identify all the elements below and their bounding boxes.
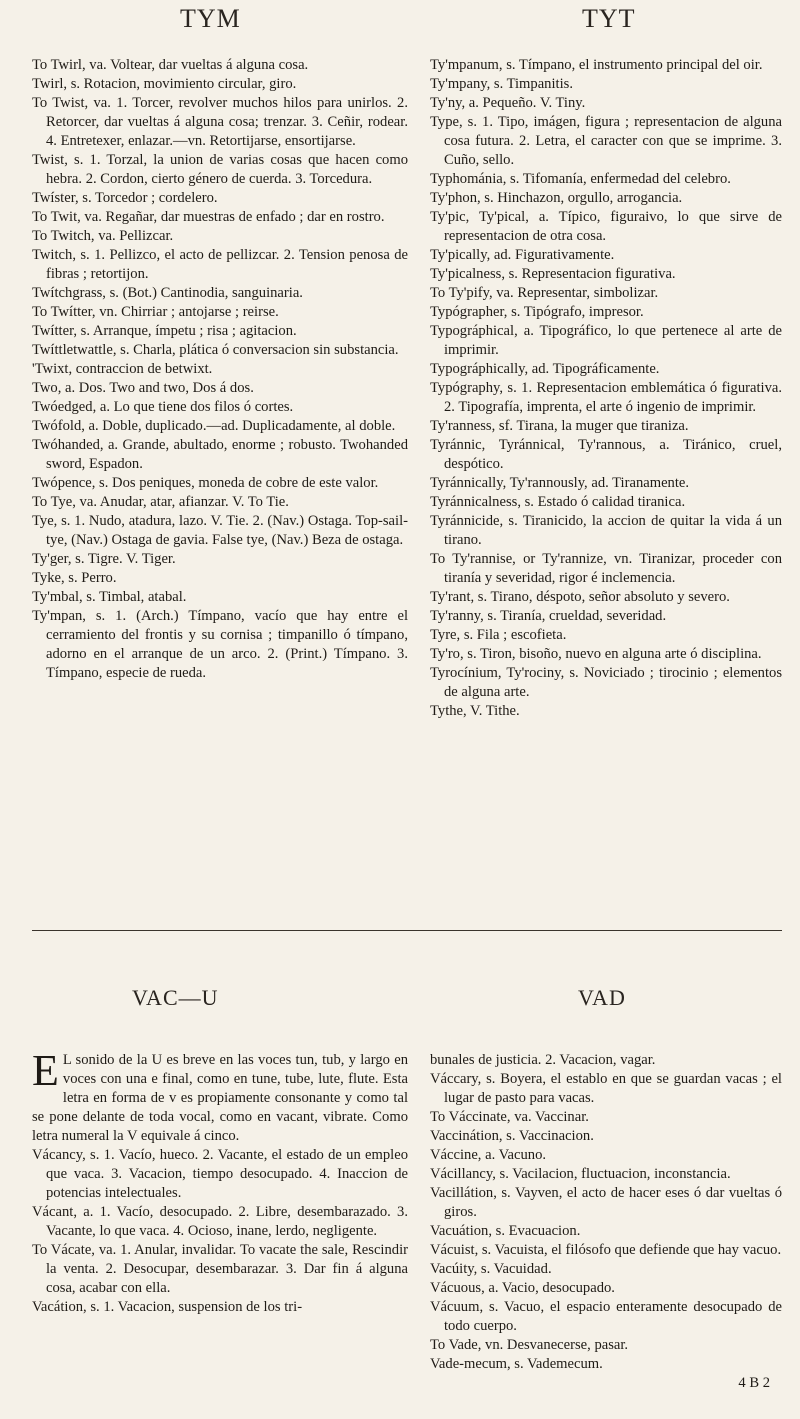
dictionary-entry: Tyránnicide, s. Tiranicido, la accion de quitar la vida á un tirano. [430,513,782,548]
dictionary-entry: Vácuous, a. Vacio, desocupado. [430,1280,615,1296]
dictionary-entry: Vácuist, s. Vacuista, el filósofo que defiende que hay vacuo. [430,1242,782,1258]
bottom-right-entries [430,1051,782,1374]
dictionary-entry: To Twit, va. Regañar, dar muestras de enfado ; dar en rostro. [32,209,385,225]
intro-text: L sonido de la U es breve en las voces tun, tub, y largo en voces con una e final, como en tune, tube, lute, flute. Esta letra en forma de v es propiamente consonante y como tal se pone delante de toda vocal, como en vacant, vibrate. Como letra numeral la V equivale á cinco. [32,1052,408,1144]
top-right-column [430,56,782,721]
dictionary-entry: Vácant, a. 1. Vacío, desocupado. 2. Libre, desembarazado. 3. Vacante, lo que vaca. 4. Ocioso, inane, lerdo, negligente. [32,1204,408,1239]
dictionary-entry: To Twítter, vn. Chirriar ; antojarse ; reirse. [32,304,279,320]
section-head-left: VAC—U [132,985,219,1010]
dictionary-entry: Váccary, s. Boyera, el establo en que se guardan vacas ; el lugar de pasto para vacas. [430,1071,782,1106]
dictionary-entry: Ty'pically, ad. Figurativamente. [430,247,615,263]
dictionary-entry: Tye, s. 1. Nudo, atadura, lazo. V. Tie. 2. (Nav.) Ostaga. Top-sail-tye, (Nav.) Ostaga de gavia. False tye, (Nav.) Beza de ostaga. [32,513,408,548]
dictionary-entry: Twist, s. 1. Torzal, la union de varias cosas que hacen como hebra. 2. Cordon, cierto género de cuerda. 3. Torcedura. [32,152,408,187]
dictionary-entry: To Twirl, va. Voltear, dar vueltas á alguna cosa. [32,57,309,73]
bottom-left-column [32,1046,408,1317]
dictionary-entry: Vacuátion, s. Evacuacion. [430,1223,581,1239]
dictionary-entry: Váccine, a. Vacuno. [430,1147,547,1163]
bottom-right-column [430,1051,782,1393]
dictionary-entry: Vácuum, s. Vacuo, el espacio enteramente desocupado de todo cuerpo. [430,1299,782,1334]
folio-signature: 4 B 2 [738,1375,770,1391]
dictionary-entry: Vácillancy, s. Vacilacion, fluctuacion, inconstancia. [430,1166,731,1182]
dictionary-entry: Ty'ranny, s. Tiranía, crueldad, severidad. [430,608,667,624]
top-left-column [32,56,408,683]
section-intro [32,1046,408,1146]
drop-cap: E [32,1046,59,1095]
bottom-left-entries [32,1146,408,1317]
dictionary-entry: Typográphically, ad. Tipográficamente. [430,361,660,377]
dictionary-entry: Vacillátion, s. Vayven, el acto de hacer eses ó dar vueltas ó giros. [430,1185,782,1220]
section-head-right: VAD [578,985,626,1010]
dictionary-entry: Tythe, V. Tithe. [430,703,520,719]
dictionary-entry: To Twitch, va. Pellizcar. [32,228,174,244]
dictionary-entry: Ty'mpanum, s. Tímpano, el instrumento principal del oir. [430,57,763,73]
dictionary-entry: Tyrocínium, Ty'rociny, s. Noviciado ; tirocinio ; elementos de alguna arte. [430,665,782,700]
dictionary-entry: Twópence, s. Dos peniques, moneda de cobre de este valor. [32,475,379,491]
dictionary-entry: Ty'ro, s. Tiron, bisoño, nuevo en alguna arte ó disciplina. [430,646,762,662]
dictionary-entry: Tyke, s. Perro. [32,570,117,586]
dictionary-entry: Twóhanded, a. Grande, abultado, enorme ; robusto. Twohanded sword, Espadon. [32,437,408,472]
dictionary-entry: To Ty'pify, va. Representar, simbolizar. [430,285,659,301]
dictionary-entry: Tyre, s. Fila ; escofieta. [430,627,567,643]
running-head-left: TYM [180,4,241,33]
dictionary-entry: To Twist, va. 1. Torcer, revolver muchos hilos para unirlos. 2. Retorcer, dar vueltas á alguna cosa; trenzar. 3. Ceñir, rodear. 4. Entretexer, enlazar.—vn. Retortijarse, ensortijarse. [32,95,408,149]
dictionary-entry: Tyránnic, Tyránnical, Ty'rannous, a. Tiránico, cruel, despótico. [430,437,782,472]
dictionary-entry: Typógraphy, s. 1. Representacion emblemática ó figurativa. 2. Tipografía, imprenta, el arte ó ingenio de imprimir. [430,380,782,415]
dictionary-entry: Ty'pic, Ty'pical, a. Típico, figuraivo, lo que sirve de representacion de otra cosa. [430,209,782,244]
dictionary-entry: Twítter, s. Arranque, ímpetu ; risa ; agitacion. [32,323,297,339]
dictionary-entry: Ty'mbal, s. Timbal, atabal. [32,589,187,605]
dictionary-entry: Ty'mpany, s. Timpanitis. [430,76,573,92]
dictionary-entry: Typógrapher, s. Tipógrafo, impresor. [430,304,644,320]
dictionary-entry: Tyránnically, Ty'rannously, ad. Tiranamente. [430,475,690,491]
dictionary-entry: Twitch, s. 1. Pellizco, el acto de pellizcar. 2. Tension penosa de fibras ; retortijon. [32,247,408,282]
dictionary-entry: Type, s. 1. Tipo, imágen, figura ; representacion de alguna cosa futura. 2. Letra, el caracter con que se imprime. 3. Cuño, sello. [430,114,782,168]
dictionary-entry: Ty'picalness, s. Representacion figurativa. [430,266,676,282]
dictionary-entry: Ty'ny, a. Pequeño. V. Tiny. [430,95,586,111]
section-divider [32,930,782,931]
dictionary-entry: Ty'ranness, sf. Tirana, la muger que tiraniza. [430,418,689,434]
dictionary-entry: Ty'mpan, s. 1. (Arch.) Tímpano, vacío que hay entre el cerramiento del frontis y su cornisa ; timpanillo ó tímpano, adorno en el arranque de un arco. 2. (Print.) Tímpano. 3. Tímpano, especie de rueda. [32,608,408,681]
dictionary-entry: To Ty'rannise, or Ty'rannize, vn. Tiranizar, proceder con tiranía y severidad, rigor é inclemencia. [430,551,782,586]
dictionary-entry: Twíster, s. Torcedor ; cordelero. [32,190,218,206]
dictionary-entry: Tyránnicalness, s. Estado ó calidad tiranica. [430,494,686,510]
dictionary-entry: Twirl, s. Rotacion, movimiento circular, giro. [32,76,297,92]
dictionary-entry: Vacúity, s. Vacuidad. [430,1261,552,1277]
dictionary-entry: Vade-mecum, s. Vademecum. [430,1356,603,1372]
dictionary-entry: To Vácate, va. 1. Anular, invalidar. To vacate the sale, Rescindir la venta. 2. Desocupar, desembarazar. 3. Dar fin á alguna cosa, acabar con ella. [32,1242,408,1296]
dictionary-entry: Two, a. Dos. Two and two, Dos á dos. [32,380,254,396]
dictionary-entry: Twíttletwattle, s. Charla, plática ó conversacion sin substancia. [32,342,399,358]
dictionary-entry: Vácancy, s. 1. Vacío, hueco. 2. Vacante, el estado de un empleo que vaca. 3. Vacacion, tiempo desocupado. 4. Inaccion de potencias intelectuales. [32,1147,408,1201]
dictionary-entry: bunales de justicia. 2. Vacacion, vagar. [430,1052,656,1068]
running-head-right: TYT [582,4,636,33]
dictionary-entry: Ty'phon, s. Hinchazon, orgullo, arrogancia. [430,190,683,206]
dictionary-entry: Twófold, a. Doble, duplicado.—ad. Duplicadamente, al doble. [32,418,396,434]
dictionary-entry: Twítchgrass, s. (Bot.) Cantinodia, sanguinaria. [32,285,303,301]
dictionary-entry: To Váccinate, va. Vaccinar. [430,1109,589,1125]
dictionary-entry: 'Twixt, contraccion de betwixt. [32,361,213,377]
dictionary-entry: Ty'rant, s. Tirano, déspoto, señor absoluto y severo. [430,589,730,605]
dictionary-entry: Ty'ger, s. Tigre. V. Tiger. [32,551,176,567]
dictionary-entry: To Tye, va. Anudar, atar, afianzar. V. To Tie. [32,494,289,510]
dictionary-entry: Twóedged, a. Lo que tiene dos filos ó cortes. [32,399,294,415]
dictionary-entry: Typográphical, a. Tipográfico, lo que pertenece al arte de imprimir. [430,323,782,358]
dictionary-entry: To Vade, vn. Desvanecerse, pasar. [430,1337,629,1353]
dictionary-entry: Vaccinátion, s. Vaccinacion. [430,1128,594,1144]
dictionary-entry: Vacátion, s. 1. Vacacion, suspension de los tri- [32,1299,303,1315]
dictionary-entry: Typhománia, s. Tifomanía, enfermedad del celebro. [430,171,731,187]
